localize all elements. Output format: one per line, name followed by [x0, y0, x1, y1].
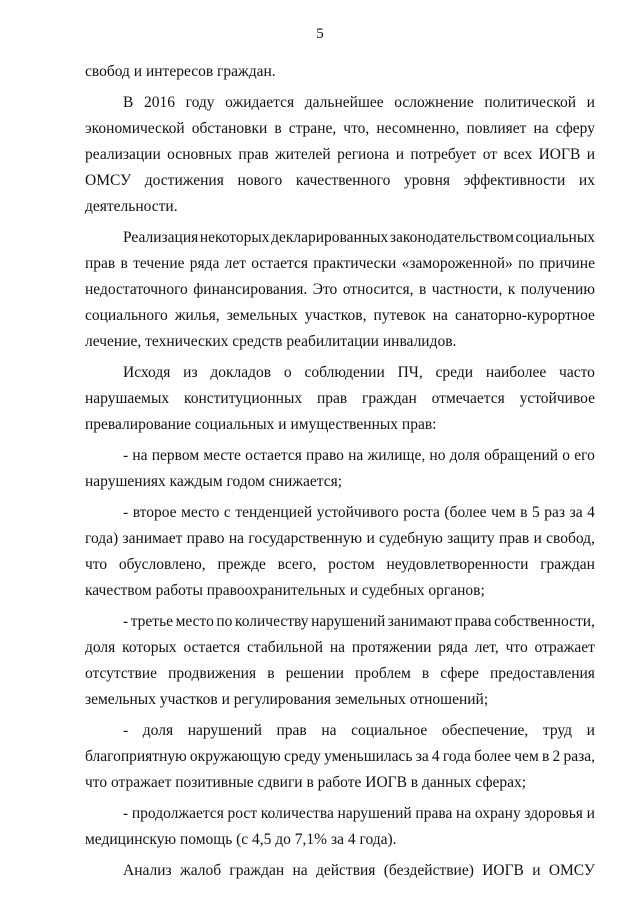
text-line: экономической обстановки в стране, что, несомненно, повлияет на сферу	[85, 120, 595, 137]
text-line: года) занимает право на государственную и судебную защиту прав и свобод,	[85, 530, 595, 547]
text-line: прав в течение ряда лет остается практически «замороженной» по причине	[85, 255, 595, 272]
text-line: ОМСУ достижения нового качественного уровня эффективности их	[85, 172, 595, 189]
text-line: В 2016 году ожидается дальнейшее осложнение политической и	[123, 94, 595, 111]
text-line: Анализ жалоб граждан на действия (бездействие) ИОГВ и ОМСУ	[123, 862, 595, 879]
text-line: что обусловлено, прежде всего, ростом неудовлетворенности граждан	[85, 556, 595, 573]
text-line: лечение, технических средств реабилитации инвалидов.	[85, 333, 457, 350]
text-line: Исходя из докладов о соблюдении ПЧ, среди наиболее часто	[123, 364, 595, 381]
text-line: доля которых остается стабильной на протяжении ряда лет, что отражает	[85, 639, 595, 656]
text-line: - третье место по количеству нарушений занимают права собственности,	[123, 613, 595, 630]
text-line: - на первом месте остается право на жилище, но доля обращений о его	[123, 447, 595, 464]
text-line: превалирование социальных и имущественных прав:	[85, 416, 437, 433]
text-line: - продолжается рост количества нарушений права на охрану здоровья и	[123, 805, 595, 822]
text-line: реализации основных прав жителей региона и потребует от всех ИОГВ и	[85, 146, 595, 163]
text-line: свобод и интересов граждан.	[85, 63, 276, 80]
text-line: отсутствие продвижения в решении проблем в сфере предоставления	[85, 665, 595, 682]
text-line: - доля нарушений прав на социальное обеспечение, труд и	[123, 722, 595, 739]
text-line: благоприятную окружающую среду уменьшилась за 4 года более чем в 2 раза,	[85, 748, 595, 765]
text-line: нарушениях каждым годом снижается;	[85, 473, 343, 490]
text-line: социального жилья, земельных участков, путевок на санаторно-курортное	[85, 307, 595, 324]
text-line: что отражает позитивные сдвиги в работе ИОГВ в данных сферах;	[85, 774, 527, 791]
text-line: качеством работы правоохранительных и судебных органов;	[85, 582, 485, 599]
text-line: нарушаемых конституционных прав граждан отмечается устойчивое	[85, 390, 595, 407]
text-line: медицинскую помощь (с 4,5 до 7,1% за 4 года).	[85, 831, 397, 848]
page-number: 5	[316, 26, 324, 42]
text-line: Реализация некоторых декларированных законодательством социальных	[123, 229, 595, 246]
text-line: деятельности.	[85, 198, 178, 215]
text-line: земельных участков и регулирования земельных отношений;	[85, 691, 489, 708]
text-line: недостаточного финансирования. Это относится, в частности, к получению	[85, 281, 595, 298]
text-line: - второе место с тенденцией устойчивого роста (более чем в 5 раз за 4	[123, 504, 595, 521]
